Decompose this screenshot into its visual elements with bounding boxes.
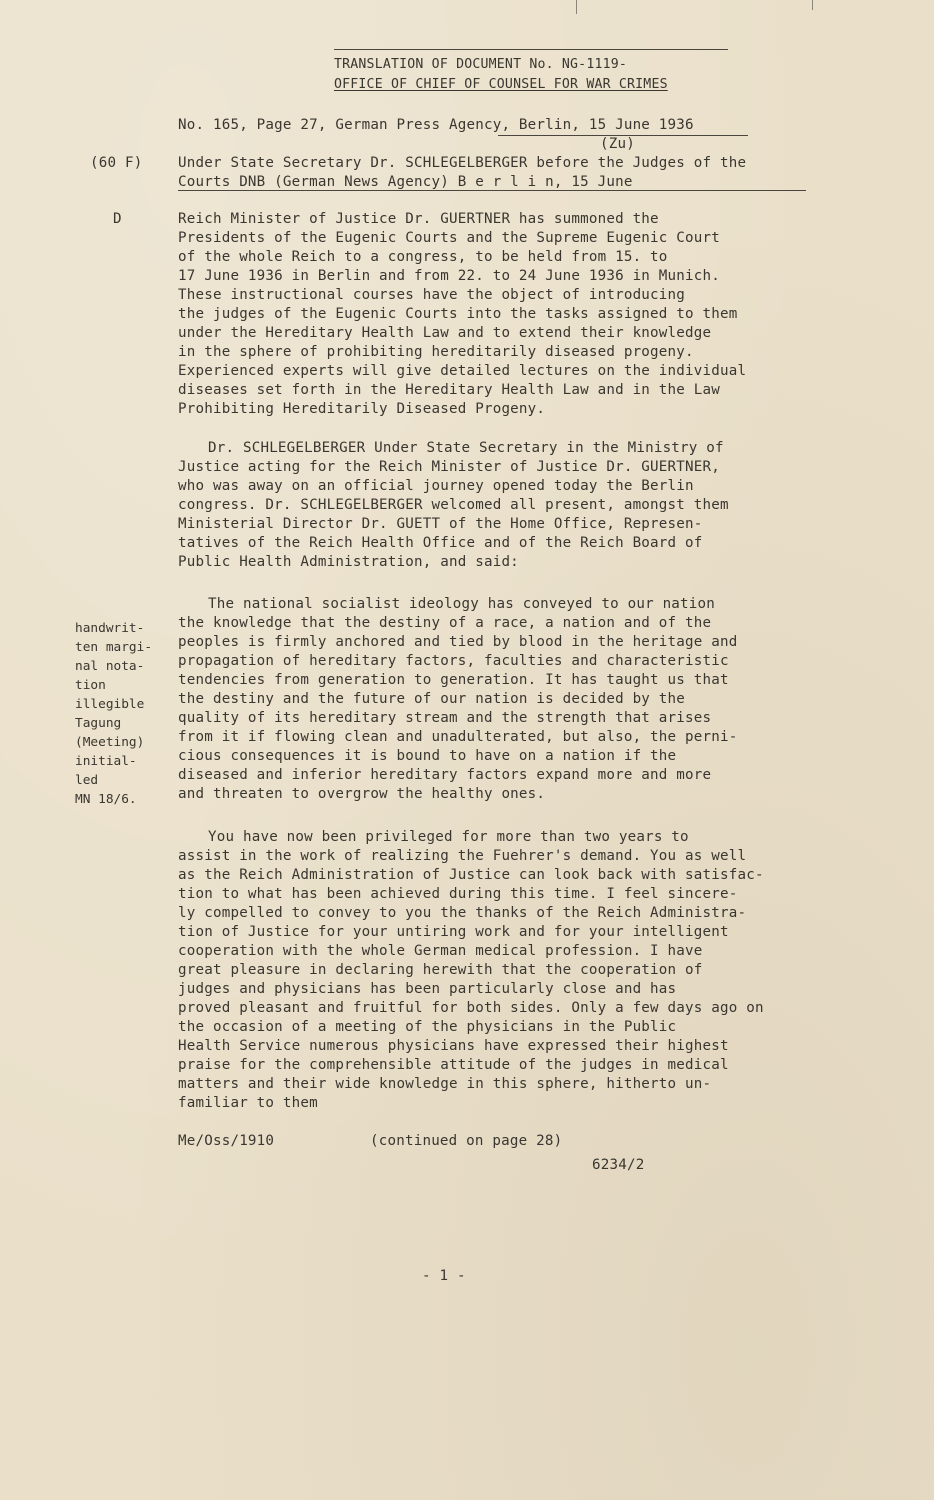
text-line: diseases set forth in the Hereditary Health Law and in the Law <box>178 382 720 398</box>
text-line: tion to what has been achieved during this time. I feel sincere- <box>178 886 738 902</box>
text-line: ly compelled to convey to you the thanks of the Reich Administra- <box>178 905 747 921</box>
text-line: The national socialist ideology has conveyed to our nation <box>208 596 716 612</box>
text-line: the knowledge that the destiny of a race, a nation and of the <box>178 615 712 631</box>
text-line: congress. Dr. SCHLEGELBERGER welcomed all present, amongst them <box>178 497 729 513</box>
text-line: Justice acting for the Reich Minister of Justice Dr. GUERTNER, <box>178 459 720 475</box>
d-marker: D <box>113 211 122 227</box>
margin-note-line: initial- <box>75 754 137 769</box>
text-line: praise for the comprehensible attitude of the judges in medical <box>178 1057 729 1073</box>
text-line: Health Service numerous physicians have expressed their highest <box>178 1038 729 1054</box>
text-line: quality of its hereditary stream and the strength that arises <box>178 710 712 726</box>
text-line: Dr. SCHLEGELBERGER Under State Secretary in the Ministry of <box>208 440 724 456</box>
text-line: from it if flowing clean and unadulterated, but also, the perni- <box>178 729 738 745</box>
text-line: judges and physicians has been particularly close and has <box>178 981 677 997</box>
text-line: 17 June 1936 in Berlin and from 22. to 24 June 1936 in Munich. <box>178 268 720 284</box>
margin-note-line: nal nota- <box>75 659 145 674</box>
headline-line: Under State Secretary Dr. SCHLEGELBERGER before the Judges of the <box>178 155 747 171</box>
text-line: Presidents of the Eugenic Courts and the Supreme Eugenic Court <box>178 230 720 246</box>
text-line: Ministerial Director Dr. GUETT of the Home Office, Represen- <box>178 516 703 532</box>
text-line: the judges of the Eugenic Courts into the tasks assigned to them <box>178 306 738 322</box>
text-line: Experienced experts will give detailed lectures on the individual <box>178 363 747 379</box>
text-line: These instructional courses have the object of introducing <box>178 287 686 303</box>
margin-note-line: ten margi- <box>75 640 153 655</box>
text-line: who was away on an official journey opened today the Berlin <box>178 478 694 494</box>
headline-line-2: Courts DNB (German News Agency) B e r l i n, 15 June <box>178 174 633 190</box>
text-line: as the Reich Administration of Justice can look back with satisfac- <box>178 867 764 883</box>
top-edge-mark <box>812 0 813 10</box>
text-line: under the Hereditary Health Law and to extend their knowledge <box>178 325 712 341</box>
text-line: diseased and inferior hereditary factors expand more and more <box>178 767 712 783</box>
source-line: No. 165, Page 27, German Press Agency, Berlin, 15 June 1936 <box>178 117 694 133</box>
text-line: propagation of hereditary factors, faculties and characteristic <box>178 653 729 669</box>
text-line: and threaten to overgrow the healthy ones. <box>178 786 546 802</box>
text-line: tendencies from generation to generation. It has taught us that <box>178 672 729 688</box>
text-line: of the whole Reich to a congress, to be held from 15. to <box>178 249 668 265</box>
text-line: peoples is firmly anchored and tied by blood in the heritage and <box>178 634 738 650</box>
margin-note-line: handwrit- <box>75 621 145 636</box>
margin-note-line: (Meeting) <box>75 735 145 750</box>
text-line: proved pleasant and fruitful for both sides. Only a few days ago on <box>178 1000 764 1016</box>
exhibit-marker: (60 F) <box>90 155 143 171</box>
margin-note-line: MN 18/6. <box>75 792 137 807</box>
text-line: the occasion of a meeting of the physicians in the Public <box>178 1019 677 1035</box>
file-reference: Me/Oss/1910 <box>178 1133 275 1149</box>
headline-underline <box>178 190 806 191</box>
header-office-line: OFFICE OF CHIEF OF COUNSEL FOR WAR CRIMES <box>334 77 668 92</box>
text-line: Public Health Administration, and said: <box>178 554 519 570</box>
source-zu: (Zu) <box>600 136 635 152</box>
header-top-rule <box>334 49 728 50</box>
margin-note-line: Tagung <box>75 716 122 731</box>
text-line: in the sphere of prohibiting hereditarily diseased progeny. <box>178 344 694 360</box>
text-line: assist in the work of realizing the Fuehrer's demand. You as well <box>178 848 747 864</box>
text-line: cooperation with the whole German medical profession. I have <box>178 943 703 959</box>
text-line: tion of Justice for your untiring work and for your intelligent <box>178 924 729 940</box>
margin-note-line: led <box>75 773 99 788</box>
continued-note: (continued on page 28) <box>370 1133 563 1149</box>
text-line: tatives of the Reich Health Office and of the Reich Board of <box>178 535 703 551</box>
text-line: great pleasure in declaring herewith that the cooperation of <box>178 962 703 978</box>
margin-note-line: tion <box>75 678 106 693</box>
document-number: 6234/2 <box>592 1157 645 1173</box>
text-line: the destiny and the future of our nation is decided by the <box>178 691 686 707</box>
margin-note-line: illegible <box>75 697 145 712</box>
text-line: Reich Minister of Justice Dr. GUERTNER has summoned the <box>178 211 659 227</box>
text-line: matters and their wide knowledge in this sphere, hitherto un- <box>178 1076 712 1092</box>
top-edge-mark <box>576 0 577 14</box>
text-line: You have now been privileged for more than two years to <box>208 829 689 845</box>
text-line: Prohibiting Hereditarily Diseased Progeny. <box>178 401 546 417</box>
text-line: familiar to them <box>178 1095 318 1111</box>
page-number: - 1 - <box>422 1268 466 1284</box>
header-translation-line: TRANSLATION OF DOCUMENT No. NG-1119- <box>334 57 628 72</box>
text-line: cious consequences it is bound to have on a nation if the <box>178 748 677 764</box>
